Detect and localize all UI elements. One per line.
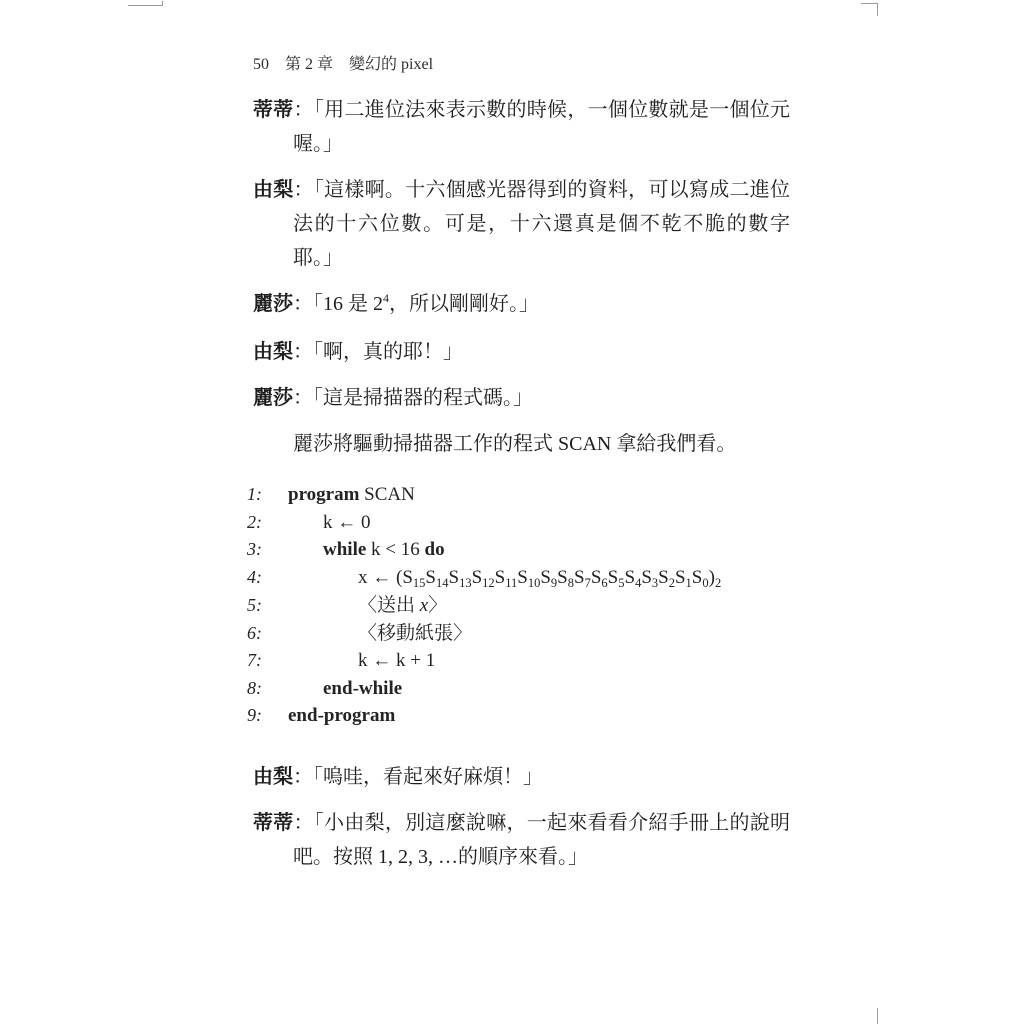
keyword: end-program: [288, 705, 396, 726]
code-line: [247, 702, 790, 730]
text-run: S: [494, 566, 506, 588]
pseudocode-block: [247, 481, 790, 730]
text-run: ：「啊，真的耶！」: [293, 341, 463, 363]
code-line-number: 6:: [247, 622, 262, 643]
text-run: SCAN: [359, 484, 415, 505]
text-run: S: [574, 566, 585, 588]
text-run: 麗莎將驅動掃描器工作的程式 SCAN 拿給我們看。: [293, 433, 737, 455]
dialogue-paragraph: [253, 287, 790, 323]
dialogue-section-bottom: [253, 760, 790, 874]
code-line-number: 1:: [247, 484, 262, 504]
subscript: 2: [668, 575, 675, 590]
keyword: do: [424, 539, 445, 560]
code-statement: [323, 510, 371, 537]
text-run: S: [540, 566, 551, 588]
code-statement: [288, 703, 395, 730]
text-line: [253, 207, 790, 241]
speaker-name: 麗莎: [253, 293, 293, 315]
speaker-name: 由梨: [253, 179, 294, 201]
speaker-name: 蒂蒂: [253, 811, 294, 834]
code-line-number: 7:: [247, 650, 262, 670]
subscript: 4: [635, 575, 642, 590]
crop-mark-bottom-right: [877, 1008, 878, 1024]
text-run: 〈送出: [358, 595, 420, 616]
subscript: 11: [505, 575, 518, 590]
text-line: [253, 760, 790, 794]
speaker-name: 由梨: [253, 341, 293, 363]
text-run: S: [624, 566, 636, 588]
variable: x: [419, 595, 429, 616]
text-run: ：「小由梨，別這麼說嘛，一起來看看介紹手冊上的說明: [293, 811, 791, 834]
dialogue-paragraph: [253, 381, 790, 415]
code-line-number: 8:: [247, 677, 262, 698]
text-run: ：「用二進位法來表示數的時候，一個位數就是一個位元: [293, 99, 791, 121]
dialogue-section-top: [253, 93, 790, 461]
text-line: [253, 93, 790, 127]
text-line: [253, 806, 790, 840]
code-line: [247, 564, 790, 593]
text-run: 吧。按照 1, 2, 3, …的順序來看。」: [293, 845, 588, 868]
subscript: 5: [618, 575, 625, 590]
code-line: [247, 592, 790, 620]
text-run: k ← 0: [323, 511, 371, 533]
text-run: ：「嗚哇，看起來好麻煩！」: [293, 765, 543, 788]
superscript: 4: [383, 291, 389, 305]
text-line: [253, 381, 790, 415]
dialogue-paragraph: [253, 335, 790, 369]
subscript: 3: [651, 575, 659, 590]
code-line-number: 2:: [247, 511, 262, 532]
text-run: 〉: [428, 595, 448, 616]
text-run: S: [641, 566, 652, 588]
subscript: 9: [550, 575, 558, 590]
text-run: 法的十六位數。可是，十六還真是個不乾不脆的數字: [293, 213, 790, 235]
text-line: [253, 173, 790, 207]
text-line: [253, 287, 790, 323]
code-statement: [323, 537, 445, 564]
text-run: S: [674, 566, 686, 588]
text-run: k ← k + 1: [358, 650, 436, 671]
code-line-number: 9:: [247, 705, 262, 725]
text-run: 〈移動紙張〉: [358, 622, 473, 644]
text-run: S: [590, 566, 602, 588]
text-run: 耶。」: [293, 247, 343, 269]
keyword: end-while: [323, 677, 403, 699]
running-header: [253, 55, 790, 75]
code-line: [247, 620, 790, 648]
chapter-title: 變幻的 pixel: [349, 56, 434, 73]
text-run: S: [517, 566, 528, 588]
text-run: ): [708, 566, 715, 588]
subscript: 6: [601, 575, 608, 590]
text-run: ，所以剛剛好。」: [389, 293, 539, 315]
crop-mark-top-right-vertical: [877, 3, 878, 16]
code-line-number: 5:: [247, 595, 262, 615]
code-statement: [323, 676, 402, 703]
page-number: 50: [253, 56, 269, 73]
text-run: ：「這是掃描器的程式碼。」: [293, 387, 533, 409]
text-run: S: [425, 566, 436, 588]
code-line: [247, 647, 790, 675]
keyword: program: [288, 484, 360, 505]
dialogue-paragraph: [253, 806, 790, 874]
text-run: S: [471, 566, 483, 588]
keyword: while: [323, 539, 367, 560]
subscript: 15: [412, 575, 426, 590]
speaker-name: 由梨: [253, 765, 293, 788]
code-line: [247, 481, 790, 509]
crop-mark-top-left: [128, 5, 163, 6]
subscript: 0: [702, 575, 709, 590]
text-run: 喔。」: [293, 133, 343, 155]
code-line: [247, 675, 790, 703]
text-line: [253, 335, 790, 369]
narration-paragraph: [253, 427, 790, 461]
code-line: [247, 509, 790, 537]
code-line-number: 4:: [247, 566, 262, 587]
subscript: 12: [482, 575, 495, 590]
subscript: 2: [714, 575, 722, 590]
code-statement: [358, 593, 447, 620]
text-run: k < 16: [366, 539, 425, 560]
book-page: [247, 0, 791, 886]
text-run: S: [607, 566, 619, 588]
subscript: 7: [584, 575, 591, 590]
subscript: 14: [435, 575, 449, 590]
text-run: ：「16 是 2: [293, 293, 383, 315]
text-line: [253, 840, 790, 874]
text-run: S: [448, 566, 460, 588]
code-statement: [358, 565, 721, 593]
text-run: S: [658, 566, 669, 588]
text-run: S: [691, 566, 703, 588]
text-line: [253, 241, 790, 275]
subscript: 1: [685, 575, 692, 590]
speaker-name: 蒂蒂: [253, 99, 294, 121]
subscript: 8: [567, 575, 574, 590]
text-run: x ← (S: [358, 566, 413, 588]
subscript: 13: [459, 575, 472, 590]
dialogue-paragraph: [253, 173, 790, 275]
crop-mark-top-right: [861, 3, 878, 4]
code-statement: [358, 621, 472, 648]
subscript: 10: [527, 575, 541, 590]
code-line: [247, 536, 790, 564]
text-line: [253, 427, 790, 461]
text-run: ：「這樣啊。十六個感光器得到的資料，可以寫成二進位: [293, 179, 791, 201]
dialogue-paragraph: [253, 760, 790, 794]
dialogue-paragraph: [253, 93, 790, 161]
code-statement: [288, 482, 415, 509]
speaker-name: 麗莎: [253, 387, 293, 409]
code-line-number: 3:: [247, 539, 262, 559]
code-statement: [358, 648, 435, 675]
text-line: [253, 127, 790, 161]
text-run: S: [557, 566, 568, 588]
chapter-label: 第 2 章: [285, 56, 334, 73]
crop-mark-top-left-tick: [162, 1, 163, 6]
